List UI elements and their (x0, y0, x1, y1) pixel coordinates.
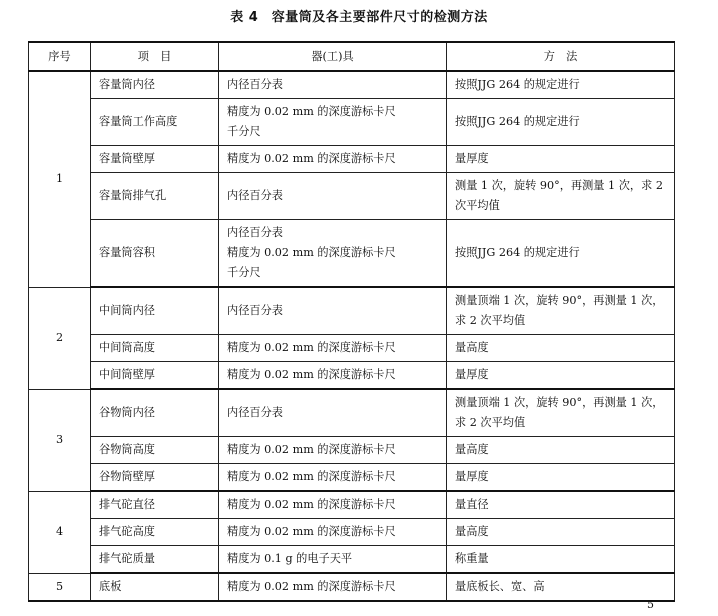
tool-cell: 精度为 0.02 mm 的深度游标卡尺 (219, 464, 447, 492)
tool-cell: 精度为 0.02 mm 的深度游标卡尺 (219, 146, 447, 173)
tool-cell: 内径百分表 精度为 0.02 mm 的深度游标卡尺 千分尺 (219, 220, 447, 288)
table-header-row (29, 42, 675, 71)
item-cell: 中间筒壁厚 (91, 362, 219, 390)
method-cell: 量高度 (447, 519, 675, 546)
method-cell: 量高度 (447, 437, 675, 464)
table-row (29, 335, 675, 362)
tool-cell: 精度为 0.02 mm 的深度游标卡尺 (219, 362, 447, 390)
tool-cell: 内径百分表 (219, 71, 447, 99)
table-row (29, 546, 675, 574)
row-number: 5 (29, 573, 91, 601)
tool-cell: 精度为 0.02 mm 的深度游标卡尺 (219, 491, 447, 519)
table-row (29, 146, 675, 173)
item-cell: 谷物筒内径 (91, 389, 219, 437)
method-cell: 测量 1 次，旋转 90°，再测量 1 次，求 2 次平均值 (447, 173, 675, 220)
method-cell: 量底板长、宽、高 (447, 573, 675, 601)
table-row (29, 437, 675, 464)
item-cell: 容量筒排气孔 (91, 173, 219, 220)
header-method: 方 法 (447, 42, 675, 71)
method-cell: 按照JJG 264 的规定进行 (447, 71, 675, 99)
method-cell: 量厚度 (447, 146, 675, 173)
table-row (29, 220, 675, 288)
page-number: 5 (647, 598, 654, 611)
tool-cell: 精度为 0.02 mm 的深度游标卡尺 (219, 573, 447, 601)
row-number: 4 (29, 491, 91, 573)
item-cell: 容量筒内径 (91, 71, 219, 99)
item-cell: 容量筒容积 (91, 220, 219, 288)
row-number: 1 (29, 71, 91, 287)
tool-cell: 精度为 0.02 mm 的深度游标卡尺 (219, 335, 447, 362)
method-cell: 量直径 (447, 491, 675, 519)
method-cell: 测量顶端 1 次，旋转 90°，再测量 1 次，求 2 次平均值 (447, 287, 675, 335)
inspection-method-table (28, 41, 675, 602)
table-row (29, 573, 675, 601)
table-row (29, 519, 675, 546)
method-cell: 量厚度 (447, 464, 675, 492)
header-item: 项 目 (91, 42, 219, 71)
item-cell: 容量筒壁厚 (91, 146, 219, 173)
row-number: 2 (29, 287, 91, 389)
table-row (29, 99, 675, 146)
table-title: 表 4 容量筒及各主要部件尺寸的检测方法 (230, 10, 488, 25)
item-cell: 排气砣直径 (91, 491, 219, 519)
tool-cell: 内径百分表 (219, 287, 447, 335)
table-row (29, 173, 675, 220)
item-cell: 底板 (91, 573, 219, 601)
item-cell: 容量筒工作高度 (91, 99, 219, 146)
table-row (29, 362, 675, 390)
item-cell: 排气砣质量 (91, 546, 219, 574)
item-cell: 排气砣高度 (91, 519, 219, 546)
item-cell: 中间筒内径 (91, 287, 219, 335)
table-row (29, 71, 675, 99)
row-number: 3 (29, 389, 91, 491)
method-cell: 按照JJG 264 的规定进行 (447, 220, 675, 288)
tool-cell: 精度为 0.02 mm 的深度游标卡尺 (219, 519, 447, 546)
item-cell: 中间筒高度 (91, 335, 219, 362)
method-cell: 称重量 (447, 546, 675, 574)
tool-cell: 精度为 0.02 mm 的深度游标卡尺 (219, 437, 447, 464)
item-cell: 谷物筒壁厚 (91, 464, 219, 492)
tool-cell: 内径百分表 (219, 389, 447, 437)
tool-cell: 内径百分表 (219, 173, 447, 220)
table-row (29, 389, 675, 437)
table-row (29, 491, 675, 519)
method-cell: 量高度 (447, 335, 675, 362)
method-cell: 量厚度 (447, 362, 675, 390)
header-no: 序号 (29, 42, 91, 71)
table-row (29, 464, 675, 492)
method-cell: 按照JJG 264 的规定进行 (447, 99, 675, 146)
item-cell: 谷物筒高度 (91, 437, 219, 464)
header-tool: 器(工)具 (219, 42, 447, 71)
table-row (29, 287, 675, 335)
tool-cell: 精度为 0.1 g 的电子天平 (219, 546, 447, 574)
tool-cell: 精度为 0.02 mm 的深度游标卡尺 千分尺 (219, 99, 447, 146)
method-cell: 测量顶端 1 次，旋转 90°，再测量 1 次，求 2 次平均值 (447, 389, 675, 437)
